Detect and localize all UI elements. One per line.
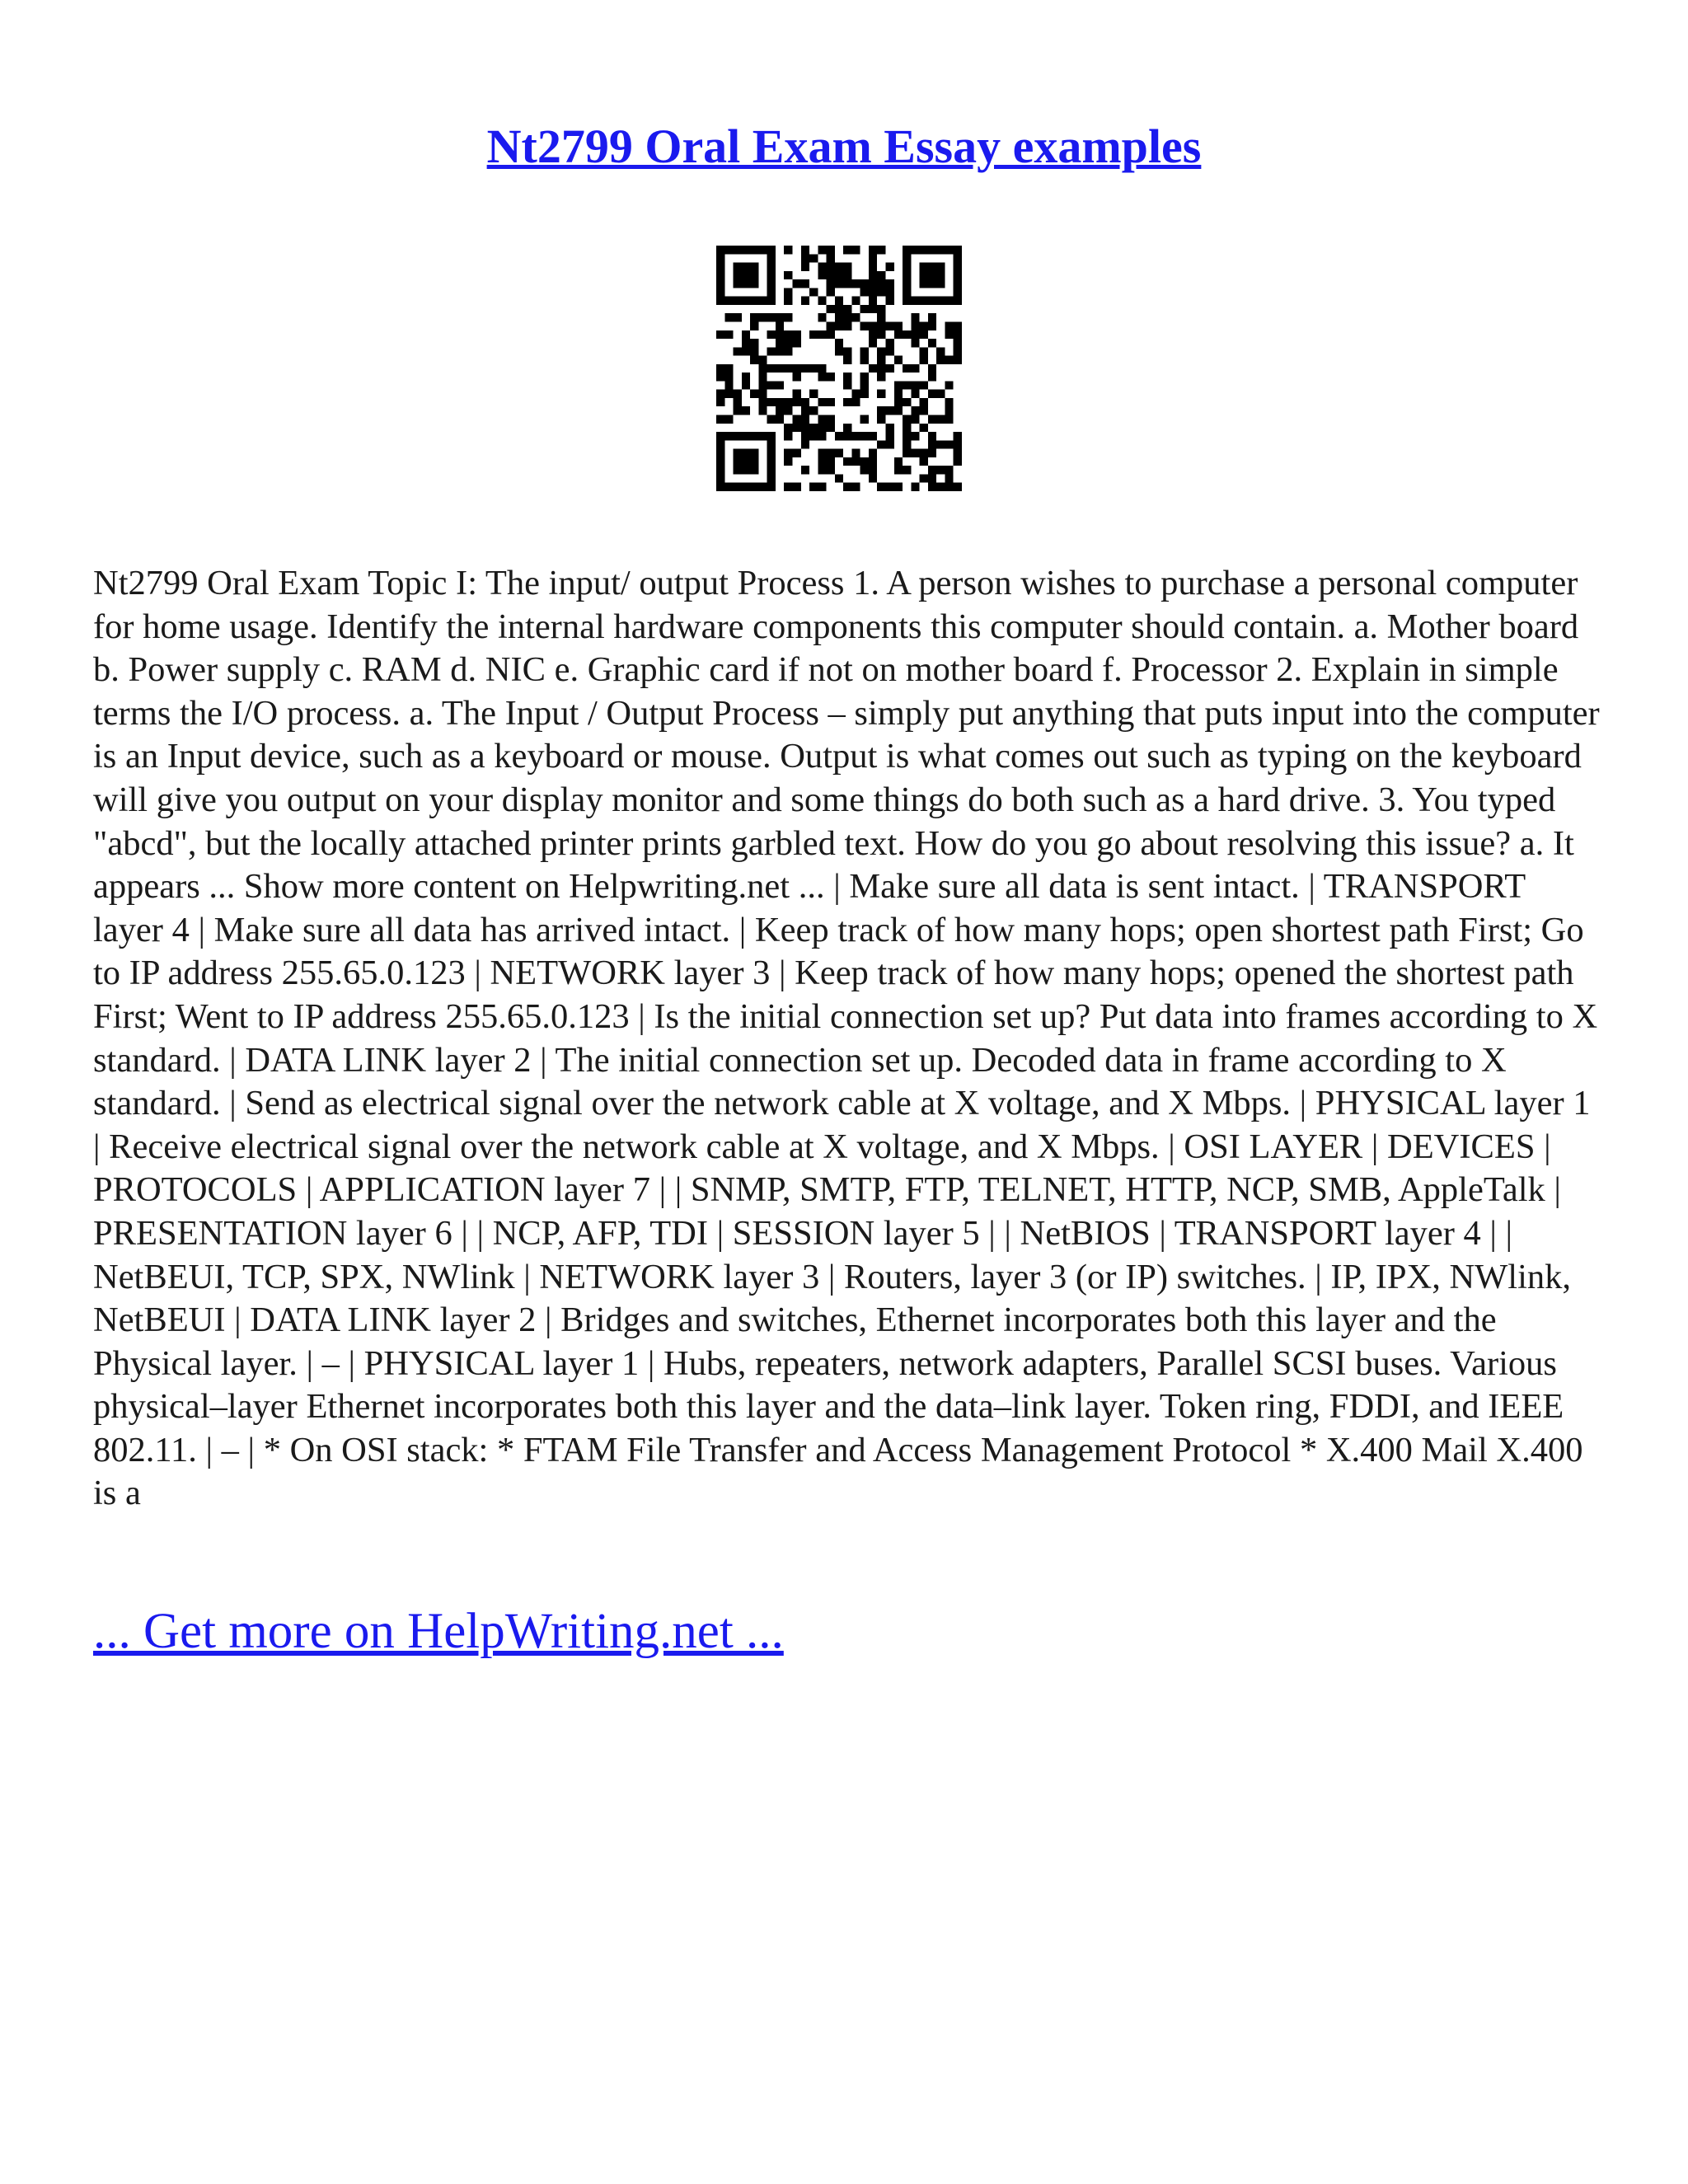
title-link[interactable]: Nt2799 Oral Exam Essay examples xyxy=(486,120,1202,173)
page-title xyxy=(0,114,1688,180)
essay-body-text: Nt2799 Oral Exam Topic I: The input/ output Process 1. A person wishes to purchase a personal computer for home usage. Identify the internal hardware components this computer should contain. a. Mother board b. Power supply c. RAM d. NIC e. Graphic card if not on mother board f. Processor 2. Explain in simple terms the I/O process. a. The Input / Output Process – simply put anything that puts input into the computer is an Input device, such as a keyboard or mouse. Output is what comes out such as typing on the keyboard will give you output on your display monitor and some things do both such as a hard drive. 3. You typed "abcd", but the locally attached printer prints garbled text. How do you go about resolving this issue? a. It appears ... Show more content on Helpwriting.net ... | Make sure all data is sent intact. | TRANSPORT layer 4 | Make sure all data has arrived intact. | Keep track of how many hops; open shortest path First; Go to IP address 255.65.0.123 | NETWORK layer 3 | Keep track of how many hops; opened the shortest path First; Went to IP address 255.65.0.123 | Is the initial connection set up? Put data into frames according to X standard. | DATA LINK layer 2 | The initial connection set up. Decoded data in frame according to X standard. | Send as electrical signal over the network cable at X voltage, and X Mbps. | PHYSICAL layer 1 | Receive electrical signal over the network cable at X voltage, and X Mbps. | OSI LAYER | DEVICES | PROTOCOLS | APPLICATION layer 7 | | SNMP, SMTP, FTP, TELNET, HTTP, NCP, SMB, AppleTalk | PRESENTATION layer 6 | | NCP, AFP, TDI | SESSION layer 5 | | NetBIOS | TRANSPORT layer 4 | | NetBEUI, TCP, SPX, NWlink | NETWORK layer 3 | Routers, layer 3 (or IP) switches. | IP, IPX, NWlink, NetBEUI | DATA LINK layer 2 | Bridges and switches, Ethernet incorporates both this layer and the Physical layer. | – | PHYSICAL layer 1 | Hubs, repeaters, network adapters, Parallel SCSI buses. Various physical–layer Ethernet incorporates both this layer and the data–link layer. Token ring, FDDI, and IEEE 802.11. | – | * On OSI stack: * FTAM File Transfer and Access Management Protocol * X.400 Mail X.400 is a xyxy=(93,564,1600,1513)
get-more-link[interactable]: ... Get more on HelpWriting.net ... xyxy=(93,1604,784,1659)
qr-code-icon xyxy=(716,246,962,491)
get-more-line xyxy=(93,1599,784,1665)
